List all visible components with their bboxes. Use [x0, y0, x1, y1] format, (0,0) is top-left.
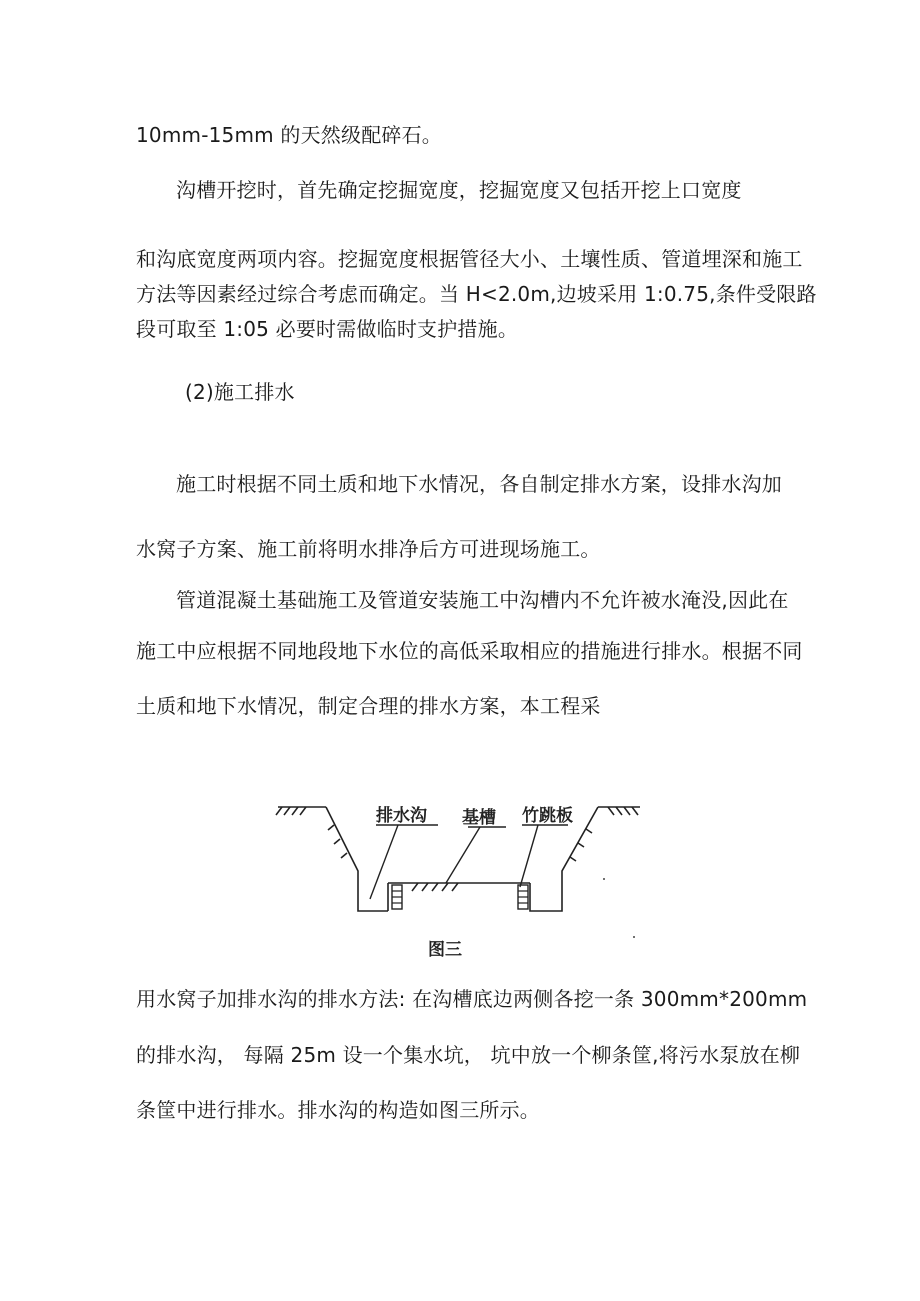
text-line: 施工时根据不同土质和地下水情况，各自制定排水方案，设排水沟加 [176, 472, 782, 496]
label-bamboo-board: 竹跳板 [522, 806, 573, 826]
trench-diagram [268, 795, 658, 970]
label-base-trench: 基槽 [462, 808, 496, 828]
text-line: 管道混凝土基础施工及管道安装施工中沟槽内不允许被水淹没,因此在 [176, 588, 789, 612]
text-line: 的排水沟， 每隔 25m 设一个集水坑， 坑中放一个柳条筐,将污水泵放在柳 [136, 1043, 801, 1067]
text-line: 水窝子方案、施工前将明水排净后方可进现场施工。 [136, 537, 601, 561]
text-line: 条筐中进行排水。排水沟的构造如图三所示。 [136, 1098, 540, 1122]
text-line: 施工中应根据不同地段地下水位的高低采取相应的措施进行排水。根据不同 [136, 639, 803, 663]
bamboo-board-right [518, 885, 528, 909]
text-line: 方法等因素经过综合考虑而确定。当 H<2.0m,边坡采用 1:0.75,条件受限路 [136, 282, 817, 306]
text-line: 土质和地下水情况，制定合理的排水方案，本工程采 [136, 694, 601, 718]
text-line: 沟槽开挖时，首先确定挖掘宽度，挖掘宽度又包括开挖上口宽度 [176, 178, 742, 202]
text-line: 段可取至 1:05 必要时需做临时支护措施。 [136, 317, 519, 341]
text-line: 和沟底宽度两项内容。挖掘宽度根据管径大小、土壤性质、管道埋深和施工 [136, 247, 803, 271]
bamboo-board-left [392, 885, 402, 909]
section-heading: (2)施工排水 [185, 380, 295, 404]
text-line: 10mm-15mm 的天然级配碎石。 [136, 123, 443, 147]
figure-caption: 图三 [428, 940, 462, 960]
text-line: 用水窝子加排水沟的排水方法: 在沟槽底边两侧各挖一条 300mm*200mm [136, 987, 808, 1011]
trench-drainage-figure [268, 795, 658, 970]
label-drain-ditch: 排水沟 [376, 806, 427, 826]
